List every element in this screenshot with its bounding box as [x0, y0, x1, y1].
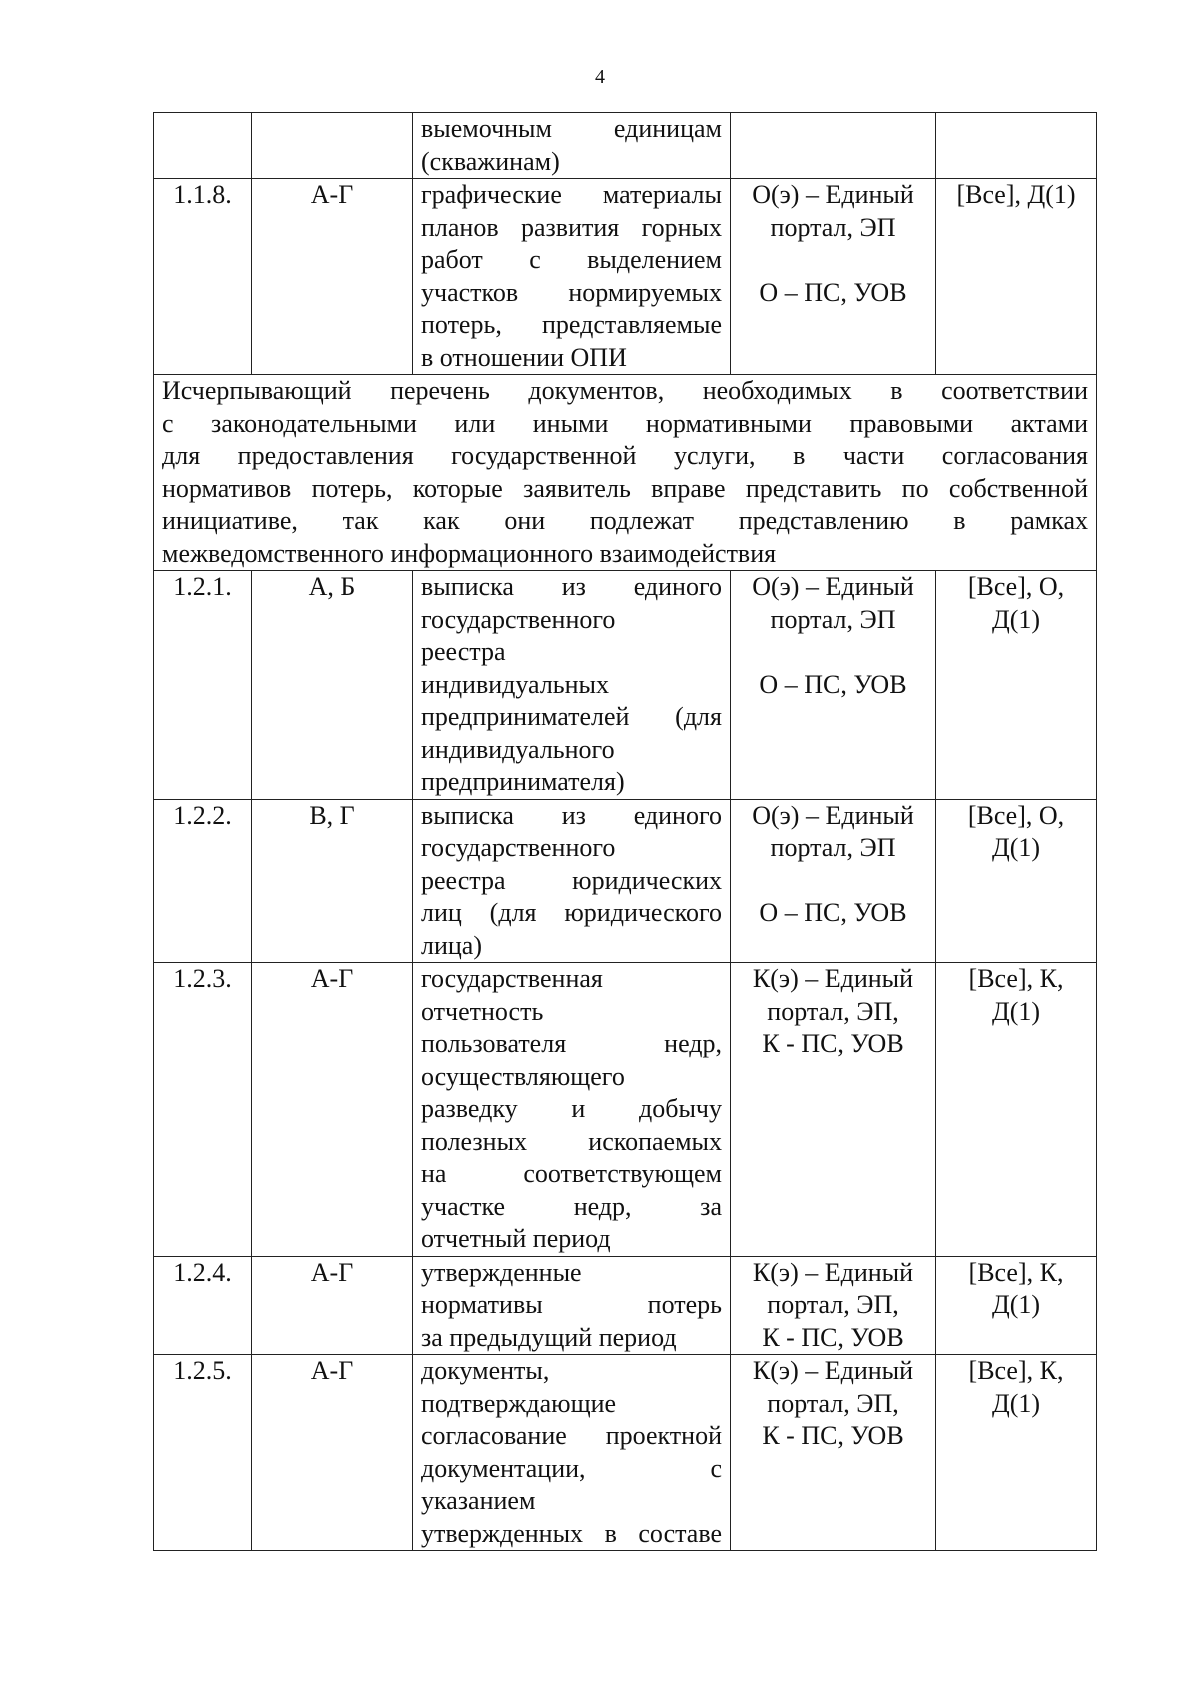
section-header-line: инициативе, так как они подлежат представлению в рамках: [162, 506, 1088, 535]
submission-form-line: О(э) – Единый: [752, 572, 914, 601]
table-row: [154, 799, 1097, 963]
document-name-line: отчетный период: [421, 1224, 611, 1253]
submission-form-line: портал, ЭП: [770, 833, 896, 862]
document-name-line: выписка из единого: [421, 572, 722, 601]
requirements-line: [Все], К,: [968, 964, 1064, 993]
row-document-name: [413, 179, 731, 375]
submission-form-line: портал, ЭП,: [767, 996, 899, 1026]
requirements-line: Д(1): [991, 833, 1041, 862]
document-name-line: предпринимателей (для: [421, 702, 722, 731]
submission-form-line: портал, ЭП,: [767, 1388, 899, 1418]
row-applicants: А-Г: [252, 963, 413, 1257]
submission-form-line: [739, 865, 927, 898]
table-row: [154, 571, 1097, 800]
document-name-line: участков нормируемых: [421, 277, 722, 307]
row-applicants: А-Г: [252, 1355, 413, 1551]
document-name-line: подтверждающие: [421, 1388, 617, 1418]
document-name-line: государственного: [421, 604, 616, 634]
submission-form-line: К - ПС, УОВ: [762, 1029, 904, 1058]
row-applicants: А-Г: [252, 179, 413, 375]
section-header-line: для предоставления государственной услуги, в части согласования: [162, 441, 1088, 470]
submission-form-line: портал, ЭП: [770, 604, 896, 634]
submission-form-line: К - ПС, УОВ: [762, 1421, 904, 1450]
document-name-line: государственная: [421, 964, 603, 993]
row-requirements: [936, 1256, 1097, 1355]
row-document-name: [413, 1256, 731, 1355]
section-header-line: нормативов потерь, которые заявитель вправе представить по собственной: [162, 473, 1088, 503]
row-applicants: А, Б: [252, 571, 413, 800]
row-submission-form: [731, 1256, 936, 1355]
row-number: 1.2.5.: [154, 1355, 252, 1551]
section-header-row: [154, 375, 1097, 571]
table-row: [154, 1355, 1097, 1551]
page-number: 4: [595, 66, 605, 88]
row-requirements: [936, 571, 1097, 800]
submission-form-line: О(э) – Единый: [752, 180, 914, 209]
document-name-line: реестра юридических: [421, 865, 722, 895]
section-header-text: [154, 375, 1097, 571]
requirements-line: Д(1): [991, 1290, 1041, 1319]
requirements-line: Д(1): [991, 604, 1041, 634]
row-applicants: А-Г: [252, 1256, 413, 1355]
row-requirements: [936, 963, 1097, 1257]
section-header-line: с законодательными или иными нормативными правовыми актами: [162, 408, 1088, 438]
table-row: [154, 963, 1097, 1257]
submission-form-line: О – ПС, УОВ: [759, 898, 907, 927]
row-applicants: В, Г: [252, 799, 413, 963]
submission-form-line: К(э) – Единый: [752, 964, 914, 993]
submission-form-line: К(э) – Единый: [752, 1257, 914, 1287]
row-applicants: [252, 113, 413, 179]
requirements-line: Д(1): [991, 1388, 1041, 1418]
submission-form-line: О – ПС, УОВ: [759, 669, 907, 699]
document-name-line: документации, с: [421, 1453, 722, 1483]
submission-form-line: портал, ЭП: [770, 212, 896, 242]
document-name-line: осуществляющего: [421, 1061, 625, 1091]
document-name-line: реестра: [421, 637, 506, 666]
row-submission-form: [731, 113, 936, 179]
document-name-line: нормативы потерь: [421, 1290, 722, 1319]
row-requirements: [936, 799, 1097, 963]
document-name-line: полезных ископаемых: [421, 1126, 722, 1156]
document-name-line: индивидуального: [421, 734, 615, 764]
document-name-line: лиц (для юридического: [421, 898, 722, 927]
row-number: 1.2.4.: [154, 1256, 252, 1355]
submission-form-line: [739, 636, 927, 669]
document-name-line: государственного: [421, 833, 616, 862]
documents-table: [153, 112, 1097, 1551]
row-document-name: [413, 571, 731, 800]
row-submission-form: [731, 179, 936, 375]
row-document-name: [413, 799, 731, 963]
row-document-name: [413, 963, 731, 1257]
table-row: [154, 1256, 1097, 1355]
document-name-line: утвержденных в составе: [421, 1518, 722, 1548]
submission-form-line: О – ПС, УОВ: [759, 277, 907, 307]
document-name-line: выемочным единицам: [421, 114, 722, 143]
document-name-line: пользователя недр,: [421, 1029, 722, 1058]
document-name-line: индивидуальных: [421, 669, 610, 699]
section-header-line: Исчерпывающий перечень документов, необходимых в соответствии: [162, 376, 1088, 405]
table-row: [154, 113, 1097, 179]
document-name-line: работ с выделением: [421, 245, 722, 274]
document-name-line: отчетность: [421, 996, 544, 1026]
document-name-line: выписка из единого: [421, 800, 722, 830]
section-header-line: межведомственного информационного взаимодействия: [162, 538, 777, 568]
row-document-name: [413, 113, 731, 179]
document-name-line: предпринимателя): [421, 767, 625, 796]
row-requirements: [936, 179, 1097, 375]
document-name-line: лица): [421, 930, 483, 960]
row-submission-form: [731, 571, 936, 800]
row-requirements: [936, 1355, 1097, 1551]
row-number: 1.1.8.: [154, 179, 252, 375]
row-submission-form: [731, 799, 936, 963]
document-name-line: участке недр, за: [421, 1191, 722, 1221]
row-number: 1.2.1.: [154, 571, 252, 800]
row-submission-form: [731, 1355, 936, 1551]
requirements-line: [Все], К,: [968, 1257, 1064, 1287]
row-requirements: [936, 113, 1097, 179]
document-name-line: (скважинам): [421, 146, 560, 176]
submission-form-line: К(э) – Единый: [752, 1356, 914, 1385]
submission-form-line: К - ПС, УОВ: [762, 1322, 904, 1352]
document-name-line: согласование проектной: [421, 1421, 722, 1450]
requirements-line: [Все], Д(1): [956, 180, 1076, 209]
requirements-line: [Все], О,: [967, 572, 1065, 601]
document-name-line: за предыдущий период: [421, 1322, 677, 1352]
requirements-line: [Все], О,: [967, 800, 1065, 830]
row-number: 1.2.2.: [154, 799, 252, 963]
submission-form-line: [739, 244, 927, 277]
row-document-name: [413, 1355, 731, 1551]
document-name-line: потерь, представляемые: [421, 310, 722, 339]
document-name-line: планов развития горных: [421, 212, 722, 242]
document-name-line: разведку и добычу: [421, 1094, 722, 1123]
document-name-line: документы,: [421, 1356, 550, 1385]
row-number: [154, 113, 252, 179]
requirements-line: [Все], К,: [968, 1356, 1064, 1385]
submission-form-line: портал, ЭП,: [767, 1290, 899, 1319]
requirements-line: Д(1): [991, 996, 1041, 1026]
document-name-line: в отношении ОПИ: [421, 342, 627, 372]
row-number: 1.2.3.: [154, 963, 252, 1257]
submission-form-line: О(э) – Единый: [752, 800, 914, 830]
document-name-line: на соответствующем: [421, 1159, 722, 1188]
document-name-line: утвержденные: [421, 1257, 582, 1287]
document-name-line: указанием: [421, 1486, 536, 1515]
row-submission-form: [731, 963, 936, 1257]
table-row: [154, 179, 1097, 375]
document-name-line: графические материалы: [421, 180, 722, 209]
